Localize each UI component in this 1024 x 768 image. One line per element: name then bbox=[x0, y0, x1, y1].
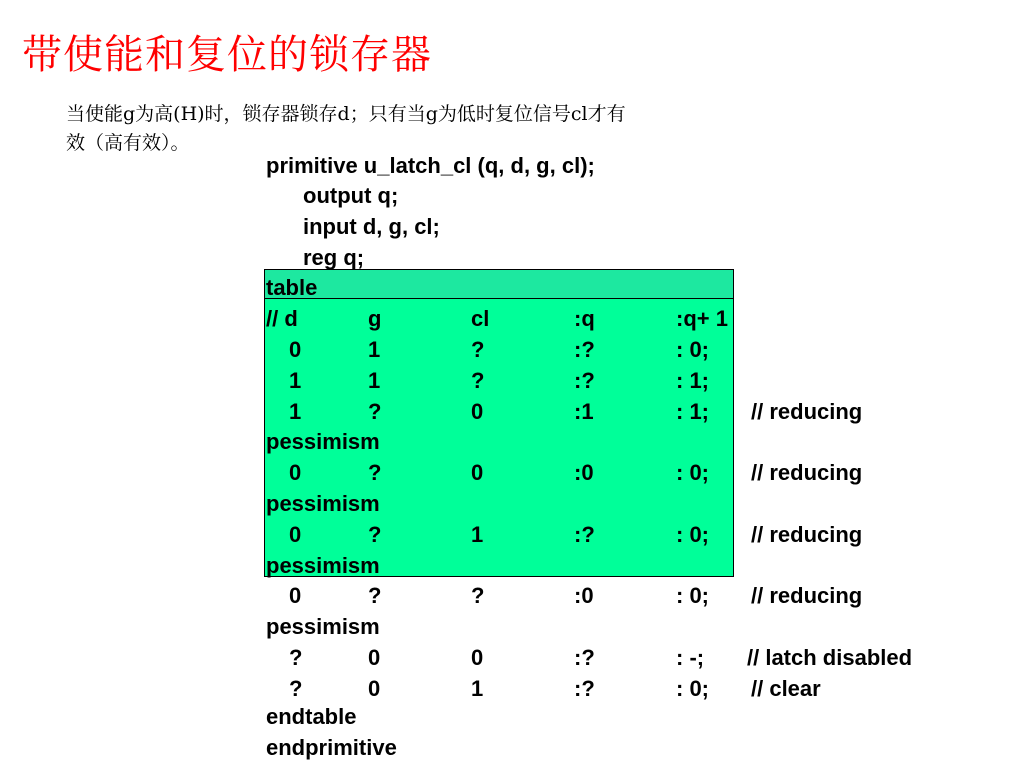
table-cell-q: :? bbox=[574, 522, 595, 547]
table-cell-d: 1 bbox=[289, 399, 302, 424]
table-cell-q: :0 bbox=[574, 583, 594, 608]
table-cell-cl: 0 bbox=[471, 399, 484, 424]
table-cell-qn: : 0; bbox=[676, 676, 709, 701]
table-cell-g: ? bbox=[368, 583, 382, 608]
table-cell-q: :? bbox=[574, 337, 595, 362]
table-cell-q: :? bbox=[574, 645, 595, 670]
table-cell-q: :1 bbox=[574, 399, 594, 424]
row-comment-wrap: pessimism bbox=[266, 553, 380, 578]
table-cell-cl: ? bbox=[471, 583, 485, 608]
table-highlight bbox=[264, 269, 734, 577]
column-header-qnext: :q+ 1 bbox=[676, 306, 728, 331]
table-cell-cl: ? bbox=[471, 337, 485, 362]
row-comment: // reducing bbox=[751, 399, 863, 424]
table-cell-g: 1 bbox=[368, 337, 381, 362]
column-header-d: // d bbox=[266, 306, 298, 331]
code-line-table: table bbox=[266, 275, 318, 300]
code-line-endprimitive: endprimitive bbox=[266, 735, 397, 760]
row-comment-wrap: pessimism bbox=[266, 491, 380, 516]
table-cell-qn: : -; bbox=[676, 645, 705, 670]
table-cell-cl: ? bbox=[471, 368, 485, 393]
code-line-input: input d, g, cl; bbox=[303, 214, 440, 239]
table-cell-d: 0 bbox=[289, 583, 302, 608]
table-cell-q: :0 bbox=[574, 460, 594, 485]
description-line-2: 效（高有效）。 bbox=[66, 132, 190, 154]
table-cell-cl: 0 bbox=[471, 645, 484, 670]
row-comment-wrap: pessimism bbox=[266, 429, 380, 454]
row-comment-wrap: pessimism bbox=[266, 614, 380, 639]
table-cell-g: 1 bbox=[368, 368, 381, 393]
row-comment: // reducing bbox=[751, 583, 863, 608]
table-cell-g: ? bbox=[368, 522, 382, 547]
table-header-band bbox=[264, 269, 734, 299]
row-comment: // clear bbox=[751, 676, 821, 701]
row-comment: // latch disabled bbox=[747, 645, 913, 670]
slide-title: 带使能和复位的锁存器 bbox=[22, 32, 432, 78]
table-cell-qn: : 0; bbox=[676, 337, 709, 362]
code-line-reg: reg q; bbox=[303, 245, 365, 270]
table-cell-qn: : 1; bbox=[676, 399, 709, 424]
table-cell-cl: 0 bbox=[471, 460, 484, 485]
code-line-output: output q; bbox=[303, 183, 399, 208]
table-cell-qn: : 0; bbox=[676, 460, 709, 485]
table-cell-q: :? bbox=[574, 676, 595, 701]
table-cell-qn: : 0; bbox=[676, 583, 709, 608]
row-comment: // reducing bbox=[751, 460, 863, 485]
table-cell-cl: 1 bbox=[471, 522, 484, 547]
table-cell-g: ? bbox=[368, 399, 382, 424]
table-cell-d: ? bbox=[289, 645, 303, 670]
table-cell-g: ? bbox=[368, 460, 382, 485]
table-cell-d: 1 bbox=[289, 368, 302, 393]
table-cell-d: ? bbox=[289, 676, 303, 701]
table-cell-qn: : 1; bbox=[676, 368, 709, 393]
table-cell-d: 0 bbox=[289, 522, 302, 547]
row-comment: // reducing bbox=[751, 522, 863, 547]
description-line-1: 当使能g为高(H)时，锁存器锁存d；只有当g为低时复位信号cl才有 bbox=[66, 103, 626, 125]
column-header-cl: cl bbox=[471, 306, 490, 331]
table-cell-g: 0 bbox=[368, 676, 381, 701]
column-header-g: g bbox=[368, 306, 382, 331]
table-cell-d: 0 bbox=[289, 337, 302, 362]
code-line-endtable: endtable bbox=[266, 704, 357, 729]
table-cell-qn: : 0; bbox=[676, 522, 709, 547]
table-cell-g: 0 bbox=[368, 645, 381, 670]
table-cell-q: :? bbox=[574, 368, 595, 393]
column-header-q: :q bbox=[574, 306, 595, 331]
table-cell-d: 0 bbox=[289, 460, 302, 485]
table-cell-cl: 1 bbox=[471, 676, 484, 701]
code-line-primitive: primitive u_latch_cl (q, d, g, cl); bbox=[266, 153, 595, 178]
